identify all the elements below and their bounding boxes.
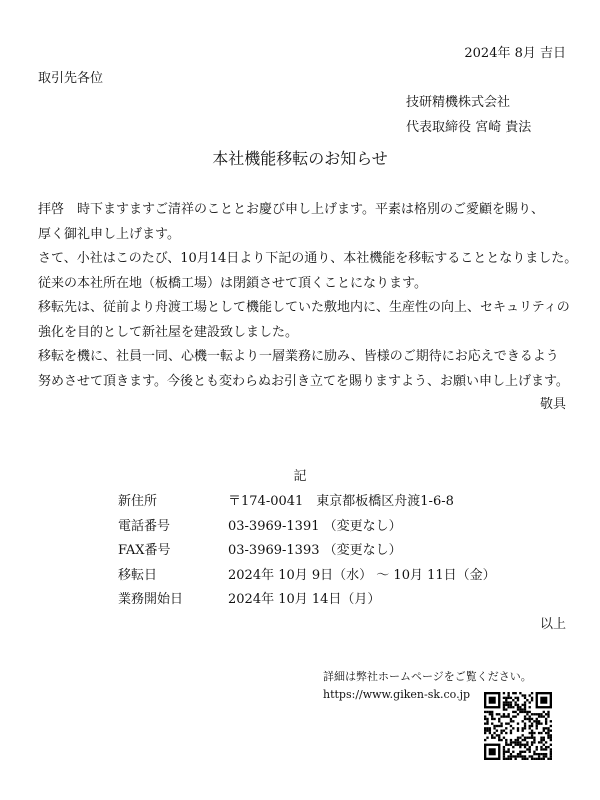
- company-name: 技研精機株式会社: [406, 95, 511, 110]
- detail-label: 電話番号: [118, 518, 171, 534]
- detail-label: 業務開始日: [118, 592, 184, 607]
- detail-value: 03-3969-1391 （変更なし）: [228, 518, 402, 534]
- qr-code-graphic: [484, 692, 552, 760]
- detail-value: 2024年 10月 9日（水） 〜 10月 11日（金）: [228, 567, 496, 583]
- detail-row: [118, 515, 496, 540]
- homepage-url[interactable]: https://www.giken-sk.co.jp: [323, 688, 471, 701]
- detail-label: FAX番号: [118, 543, 171, 558]
- representative: 代表取締役 宮崎 貴法: [406, 120, 532, 135]
- detail-value: 2024年 10月 14日（月）: [228, 592, 381, 607]
- detail-row: [118, 564, 496, 589]
- detail-value: 03-3969-1393 （変更なし）: [228, 543, 402, 558]
- body-line: さて、小社はこのたび、10月14日より下記の通り、本社機能を移転することとなりました。: [38, 251, 578, 266]
- details-list: [118, 490, 496, 613]
- homepage-note: 詳細は弊社ホームページをご覧ください。: [323, 670, 532, 683]
- page-title: 本社機能移転のお知らせ: [212, 149, 388, 168]
- body-line: 厚く御礼申し上げます。: [38, 226, 180, 242]
- body-line: 努めさせて頂きます。今後とも変わらぬお引き立てを賜りますよう、お願い申し上げます。: [38, 373, 569, 389]
- body-line: 移転先は、従前より舟渡工場として機能していた敷地内に、生産性の向上、セキュリティの: [38, 300, 570, 315]
- qr-code-icon[interactable]: [484, 692, 552, 760]
- document-date: 2024年 8月 吉日: [464, 46, 566, 61]
- closing-keigu: 敬具: [539, 397, 566, 412]
- body-line: 強化を目的として新社屋を建設致しました。: [38, 324, 299, 340]
- detail-row: [118, 588, 496, 613]
- detail-label: 新住所: [118, 494, 158, 509]
- detail-value: 〒174-0041 東京都板橋区舟渡1-6-8: [228, 494, 454, 509]
- closing-ijo: 以上: [539, 617, 566, 632]
- letter-body: [38, 198, 578, 394]
- body-line: 移転を機に、社員一同、心機一転より一層業務に励み、皆様のご期待にお応えできるよう: [38, 349, 559, 364]
- ki-heading: 記: [293, 469, 307, 484]
- detail-label: 移転日: [118, 567, 158, 583]
- body-line: 従来の本社所在地（板橋工場）は閉鎖させて頂くことになります。: [38, 275, 427, 291]
- detail-row: [118, 539, 496, 564]
- body-line: 拝啓 時下ますますご清祥のこととお慶び申し上げます。平素は格別のご愛顧を賜り、: [38, 202, 544, 217]
- recipient: 取引先各位: [38, 71, 104, 86]
- detail-row: [118, 490, 496, 515]
